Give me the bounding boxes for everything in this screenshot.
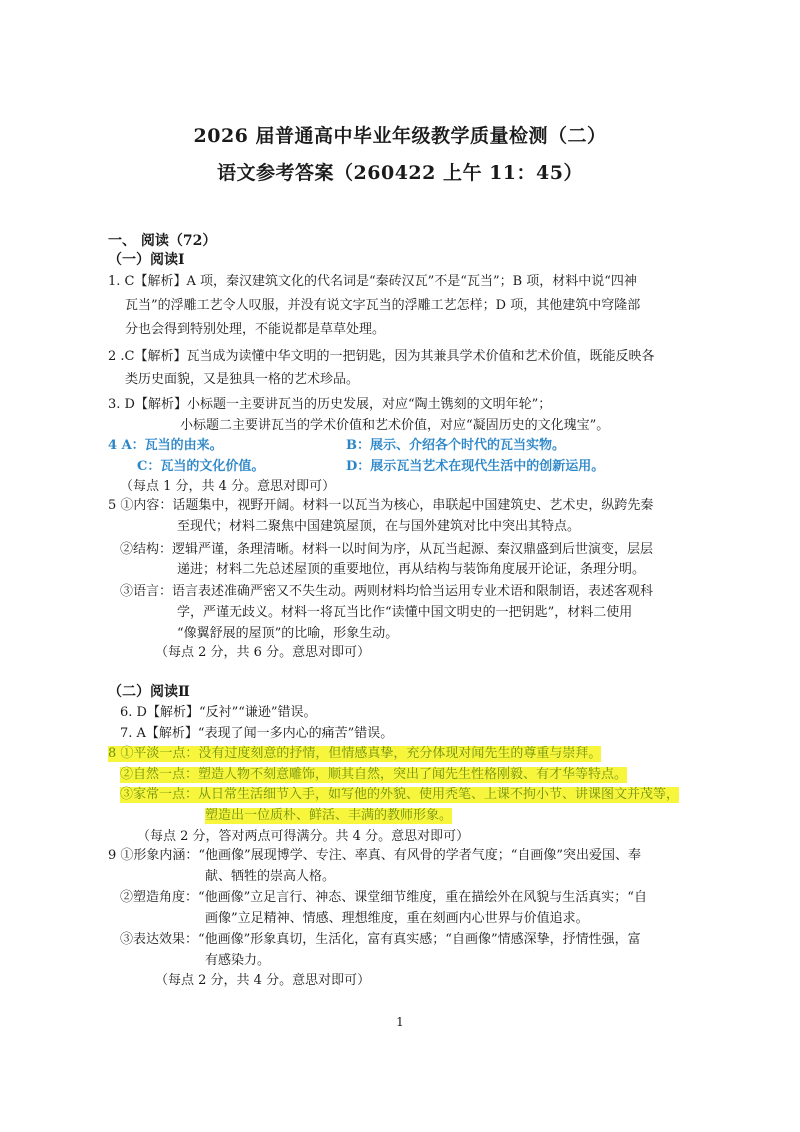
q4-score-note: （每点 1 分，共 4 分。意思对即可）	[120, 479, 336, 494]
q4-option-d: D：展示瓦当艺术在现代生活中的创新运用。	[346, 459, 605, 474]
q5-line-2: 至现代；材料二聚焦中国建筑屋顶，在与国外建筑对比中突出其特点。	[177, 519, 581, 534]
subsection-heading-reading-1: （一）阅读Ⅰ	[108, 252, 185, 268]
q4-option-c: C：瓦当的文化价值。	[137, 459, 265, 474]
q3-line-1: 3. D【解析】小标题一主要讲瓦当的历史发展，对应“陶土镌刻的文明年轮”；	[108, 397, 552, 412]
q7-answer: 7. A【解析】“表现了闻一多内心的痛苦”错误。	[120, 726, 394, 741]
q9-score-note: （每点 2 分，共 4 分。意思对即可）	[155, 973, 371, 988]
q6-answer: 6. D【解析】“反衬”“谦逊”错误。	[120, 705, 317, 720]
q5-line-3: ②结构：逻辑严谨，条理清晰。材料一以时间为序，从瓦当起源、秦汉鼎盛到后世演变，层层	[120, 542, 654, 557]
q2-line-2: 类历史面貌，又是独具一格的艺术珍品。	[125, 372, 360, 387]
q1-line-1: 1. C【解析】A 项，秦汉建筑文化的代名词是“秦砖汉瓦”不是“瓦当”；B 项，材料中说“四神	[108, 274, 637, 289]
q4-option-b: B：展示、介绍各个时代的瓦当实物。	[346, 438, 565, 453]
q9-line-5: ③表达效果：“他画像”形象真切，生活化，富有真实感；“自画像”情感深挚，抒情性强，富	[120, 932, 641, 947]
q1-line-2: 瓦当”的浮雕工艺令人叹服，并没有说文字瓦当的浮雕工艺怎样；D 项，其他建筑中穹隆部	[125, 298, 641, 313]
document-title: 2026 届普通高中毕业年级教学质量检测（二）	[193, 125, 607, 147]
section-heading-reading: 一、 阅读（72）	[108, 233, 217, 249]
q8-line-2: ②自然一点：塑造人物不刻意雕饰，顺其自然，突出了闻先生性格刚毅、有才华等特点。	[120, 767, 628, 782]
q5-line-7: “像翼舒展的屋顶”的比喻，形象生动。	[177, 626, 399, 641]
q8-line-4: 塑造出一位质朴、鲜活、丰满的教师形象。	[205, 808, 453, 823]
q9-line-6: 有感染力。	[205, 953, 271, 968]
q4-option-a: 4 A：瓦当的由来。	[108, 438, 223, 453]
q5-score-note: （每点 2 分，共 6 分。意思对即可）	[155, 645, 371, 660]
q9-line-3: ②塑造角度：“他画像”立足言行、神态、课堂细节维度，重在描绘外在风貌与生活真实；“自	[120, 890, 647, 905]
q1-line-3: 分也会得到特别处理，不能说都是草草处理。	[125, 322, 386, 337]
q2-line-1: 2 .C【解析】瓦当成为读懂中华文明的一把钥匙，因为其兼具学术价值和艺术价值，既能反映各	[108, 349, 655, 364]
subsection-heading-reading-2: （二）阅读Ⅱ	[108, 684, 190, 700]
page-number: 1	[396, 1015, 404, 1029]
q5-line-5: ③语言：语言表述准确严密又不失生动。两则材料均恰当运用专业术语和限制语，表述客观科	[120, 584, 654, 599]
q5-line-1: 5 ①内容：话题集中，视野开阔。材料一以瓦当为核心，串联起中国建筑史、艺术史，纵跨先秦	[108, 498, 654, 513]
q8-score-note: （每点 2 分，答对两点可得满分。共 4 分。意思对即可）	[137, 829, 470, 844]
document-subtitle: 语文参考答案（260422 上午 11：45）	[217, 162, 583, 184]
q9-line-2: 献、牺牲的崇高人格。	[205, 869, 336, 884]
q9-line-1: 9 ①形象内涵：“他画像”展现博学、专注、率真、有风骨的学者气度；“自画像”突出爱国、奉	[108, 848, 641, 863]
q3-line-2: 小标题二主要讲瓦当的学术价值和艺术价值，对应“凝固历史的文化瑰宝”。	[180, 418, 610, 433]
q8-line-1: 8 ①平淡一点：没有过度刻意的抒情，但情感真挚，充分体现对闻先生的尊重与崇拜。	[108, 746, 602, 761]
q8-line-3: ③家常一点：从日常生活细节入手，如写他的外貌、使用秃笔、上课不拘小节、讲课图文并茂等，	[120, 787, 680, 802]
q9-line-4: 画像”立足精神、情感、理想维度，重在刻画内心世界与价值追求。	[205, 911, 589, 926]
q5-line-6: 学，严谨无歧义。材料一将瓦当比作“读懂中国文明史的一把钥匙”，材料二使用	[177, 605, 633, 620]
q5-line-4: 递进；材料二先总述屋顶的重要地位，再从结构与装饰角度展开论证，条理分明。	[177, 562, 646, 577]
